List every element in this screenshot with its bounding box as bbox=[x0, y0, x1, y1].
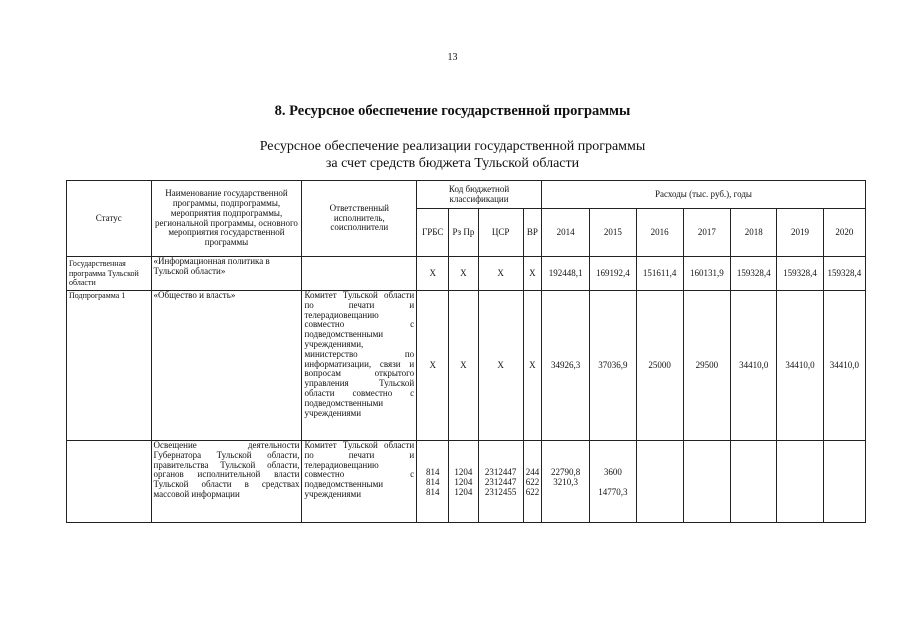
row-rzpr: X bbox=[449, 291, 478, 441]
header-year: 2014 bbox=[541, 209, 589, 257]
table-row bbox=[67, 257, 866, 291]
row-value-2020 bbox=[823, 441, 865, 523]
row-value: 151611,4 bbox=[636, 257, 683, 291]
table-row bbox=[67, 441, 866, 523]
row-value: 34410,0 bbox=[823, 291, 865, 441]
row-value-2017 bbox=[683, 441, 730, 523]
header-year: 2017 bbox=[683, 209, 730, 257]
vr-value: 622 bbox=[525, 486, 540, 497]
row-grbs bbox=[417, 441, 449, 523]
value-2014: 3210,3 bbox=[553, 476, 578, 487]
header-year: 2020 bbox=[823, 209, 865, 257]
row-grbs: X bbox=[417, 291, 449, 441]
row-value-2015 bbox=[590, 441, 636, 523]
vr-value: 622 bbox=[525, 476, 540, 487]
row-executor bbox=[302, 257, 417, 291]
row-value-2016 bbox=[636, 441, 683, 523]
row-vr: X bbox=[523, 291, 541, 441]
caption-line-2: за счет средств бюджета Тульской области bbox=[325, 156, 580, 171]
header-grbs: ГРБС bbox=[417, 209, 449, 257]
csr-value: 2312455 bbox=[484, 486, 517, 497]
resource-table bbox=[66, 180, 866, 523]
value-2015: 3600 bbox=[603, 466, 622, 477]
row-value: 34410,0 bbox=[777, 291, 823, 441]
value-2014 bbox=[544, 487, 587, 497]
row-name: «Информационная политика в Тульской области» bbox=[151, 257, 302, 291]
header-budget-code: Код бюджетной классификации bbox=[417, 181, 542, 209]
row-csr bbox=[478, 441, 523, 523]
row-status: Государственная программа Тульской области bbox=[67, 257, 152, 291]
row-value: 34410,0 bbox=[731, 291, 777, 441]
row-rzpr: X bbox=[449, 257, 478, 291]
row-value: 37036,9 bbox=[590, 291, 636, 441]
row-value: 29500 bbox=[683, 291, 730, 441]
vr-value: 244 bbox=[525, 466, 540, 477]
header-status: Статус bbox=[67, 181, 152, 257]
row-value: 159328,4 bbox=[823, 257, 865, 291]
row-value: 34926,3 bbox=[541, 291, 589, 441]
rzpr-value: 1204 bbox=[454, 466, 473, 477]
row-grbs: X bbox=[417, 257, 449, 291]
row-name: Освещение деятельности Губернатора Тульской области, правительства Тульской области, органов исполнительной власти Тульской области в средствах массовой информации bbox=[151, 441, 302, 523]
csr-value: 2312447 bbox=[484, 476, 517, 487]
value-2014: 22790,8 bbox=[550, 466, 581, 477]
row-executor: Комитет Тульской области по печати и телерадиовещанию совместно с подведомственными учреждениями bbox=[302, 441, 417, 523]
header-name: Наименование государственной программы, подпрограммы, мероприятия подпрограммы, региональной программы, основного мероприятия государственной программы bbox=[151, 181, 302, 257]
header-year: 2018 bbox=[731, 209, 777, 257]
row-value: 159328,4 bbox=[731, 257, 777, 291]
grbs-value: 814 bbox=[426, 466, 440, 477]
row-status: Подпрограмма 1 bbox=[67, 291, 152, 441]
row-rzpr bbox=[449, 441, 478, 523]
row-status bbox=[67, 441, 152, 523]
header-expenses: Расходы (тыс. руб.), годы bbox=[541, 181, 865, 209]
row-value: 160131,9 bbox=[683, 257, 730, 291]
rzpr-value: 1204 bbox=[454, 476, 473, 487]
value-2015: 14770,3 bbox=[598, 486, 628, 497]
row-name: «Общество и власть» bbox=[151, 291, 302, 441]
grbs-value: 814 bbox=[426, 476, 440, 487]
header-year: 2019 bbox=[777, 209, 823, 257]
page-number: 13 bbox=[447, 52, 458, 63]
row-executor: Комитет Тульской области по печати и телерадиовещанию совместно с подведомственными учреждениями, министерство по информатизации, связи и вопросам открытого управления Тульской области совместно с подведомственными учреждениями bbox=[302, 291, 417, 441]
header-executor: Ответственный исполнитель, соисполнители bbox=[302, 181, 417, 257]
row-value-2019 bbox=[777, 441, 823, 523]
row-vr bbox=[523, 441, 541, 523]
row-value-2018 bbox=[731, 441, 777, 523]
header-vr: ВР bbox=[523, 209, 541, 257]
header-rzpr: Рз Пр bbox=[449, 209, 478, 257]
grbs-value: 814 bbox=[426, 486, 440, 497]
caption-line-1: Ресурсное обеспечение реализации государственной программы bbox=[259, 139, 646, 154]
table-caption bbox=[0, 138, 905, 172]
header-year: 2015 bbox=[590, 209, 636, 257]
row-csr: X bbox=[478, 291, 523, 441]
table-row bbox=[67, 291, 866, 441]
header-csr: ЦСР bbox=[478, 209, 523, 257]
row-value: 169192,4 bbox=[590, 257, 636, 291]
row-value: 192448,1 bbox=[541, 257, 589, 291]
row-value: 25000 bbox=[636, 291, 683, 441]
csr-value: 2312447 bbox=[484, 466, 517, 477]
value-2015 bbox=[592, 477, 633, 487]
header-year: 2016 bbox=[636, 209, 683, 257]
row-csr: X bbox=[478, 257, 523, 291]
row-value-2014 bbox=[541, 441, 589, 523]
section-title: 8. Ресурсное обеспечение государственной программы bbox=[274, 103, 631, 119]
rzpr-value: 1204 bbox=[454, 486, 473, 497]
row-value: 159328,4 bbox=[777, 257, 823, 291]
row-vr: X bbox=[523, 257, 541, 291]
